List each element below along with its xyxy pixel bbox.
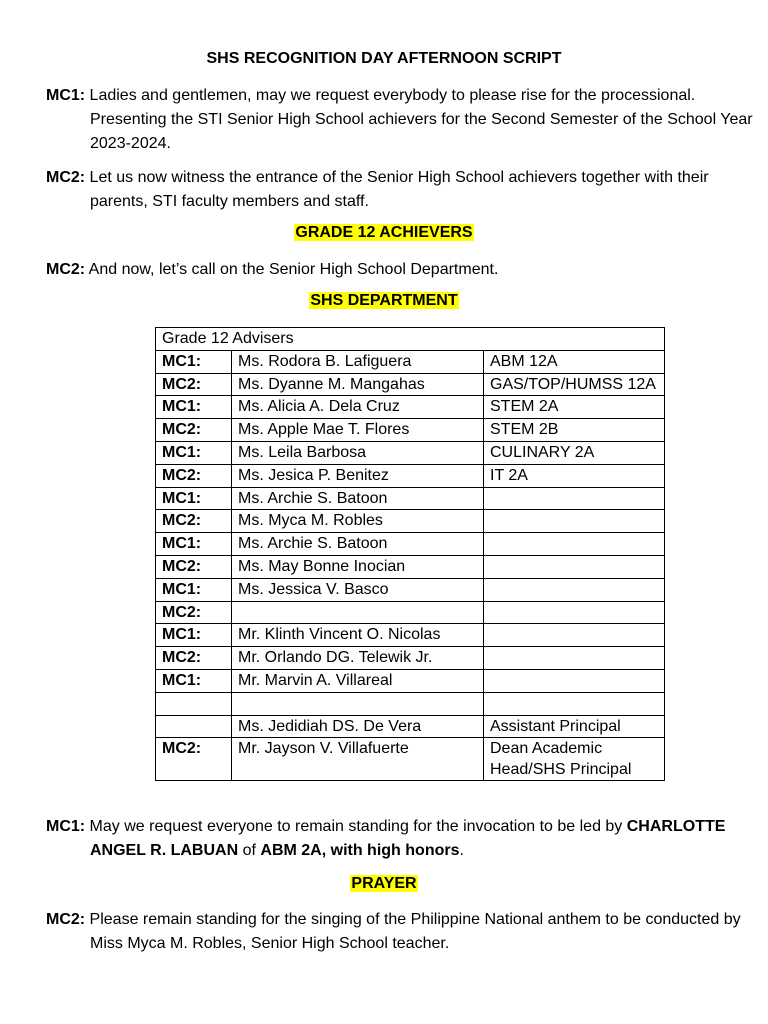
advisers-table — [155, 327, 665, 781]
section-cell — [484, 601, 665, 624]
table-header-row — [156, 328, 665, 351]
adviser-name-cell: Ms. May Bonne Inocian — [232, 555, 484, 578]
table-row — [156, 647, 665, 670]
table-row — [156, 555, 665, 578]
section-cell — [484, 533, 665, 556]
speaker-label: MC2: — [46, 169, 86, 186]
adviser-name-cell: Ms. Jessica V. Basco — [232, 578, 484, 601]
paragraph-processional — [46, 84, 768, 156]
section-cell: CULINARY 2A — [484, 441, 665, 464]
paragraph-text: Ladies and gentlemen, may we request everybody to please rise for the processional. Presenting the STI Senior High School achievers for the Second Semester of the School Year 2023-2024. — [85, 87, 753, 152]
section-cell: IT 2A — [484, 464, 665, 487]
table-row — [156, 692, 665, 715]
speaker-label: MC2: — [46, 911, 86, 928]
mc-cell: MC1: — [156, 578, 232, 601]
adviser-name-cell: Ms. Jedidiah DS. De Vera — [232, 715, 484, 738]
mc-cell: MC2: — [156, 601, 232, 624]
table-row — [156, 487, 665, 510]
heading-prayer — [0, 875, 768, 893]
mc-cell: MC2: — [156, 464, 232, 487]
mc-cell: MC2: — [156, 738, 232, 781]
table-row — [156, 464, 665, 487]
section-cell — [484, 578, 665, 601]
section-cell: STEM 2B — [484, 419, 665, 442]
mc-cell: MC2: — [156, 419, 232, 442]
table-row — [156, 510, 665, 533]
table-row — [156, 350, 665, 373]
adviser-name-cell: Mr. Marvin A. Villareal — [232, 669, 484, 692]
mc-cell — [156, 692, 232, 715]
paragraph-national-anthem — [46, 908, 768, 956]
paragraph-text: And now, let’s call on the Senior High School Department. — [85, 261, 499, 278]
section-cell: Dean Academic Head/SHS Principal — [484, 738, 665, 781]
highlighted-heading: GRADE 12 ACHIEVERS — [295, 224, 473, 241]
highlighted-heading: PRAYER — [351, 875, 417, 892]
paragraph-text: . — [459, 842, 464, 859]
section-cell — [484, 555, 665, 578]
table-header-cell: Grade 12 Advisers — [156, 328, 665, 351]
mc-cell: MC1: — [156, 624, 232, 647]
section-cell — [484, 647, 665, 670]
adviser-name-cell — [232, 692, 484, 715]
heading-shs-department — [0, 292, 768, 310]
section-cell: ABM 12A — [484, 350, 665, 373]
section-cell: GAS/TOP/HUMSS 12A — [484, 373, 665, 396]
mc-cell: MC1: — [156, 441, 232, 464]
mc-cell: MC2: — [156, 555, 232, 578]
table-row — [156, 419, 665, 442]
paragraph-text: Let us now witness the entrance of the Senior High School achievers together with their parents, STI faculty members and staff. — [85, 169, 709, 210]
document-title: SHS RECOGNITION DAY AFTERNOON SCRIPT — [206, 50, 562, 67]
mc-cell: MC1: — [156, 669, 232, 692]
adviser-name-cell — [232, 601, 484, 624]
table-row — [156, 601, 665, 624]
adviser-name-cell: Ms. Leila Barbosa — [232, 441, 484, 464]
adviser-name-cell: Ms. Rodora B. Lafiguera — [232, 350, 484, 373]
table-row — [156, 669, 665, 692]
speaker-label: MC1: — [46, 87, 86, 104]
mc-cell: MC2: — [156, 647, 232, 670]
paragraph-text: of — [238, 842, 261, 859]
table-row — [156, 715, 665, 738]
table-row — [156, 441, 665, 464]
section-cell — [484, 692, 665, 715]
adviser-name-cell: Mr. Jayson V. Villafuerte — [232, 738, 484, 781]
mc-cell: MC1: — [156, 396, 232, 419]
table-row — [156, 738, 665, 781]
mc-cell: MC1: — [156, 487, 232, 510]
highlighted-heading: SHS DEPARTMENT — [310, 292, 458, 309]
adviser-name-cell: Ms. Archie S. Batoon — [232, 487, 484, 510]
paragraph-call-department — [46, 258, 768, 282]
table-row — [156, 533, 665, 556]
section-cell: STEM 2A — [484, 396, 665, 419]
adviser-name-cell: Mr. Orlando DG. Telewik Jr. — [232, 647, 484, 670]
paragraph-invocation — [46, 815, 768, 863]
adviser-name-cell: Ms. Alicia A. Dela Cruz — [232, 396, 484, 419]
leader-section: ABM 2A, with high honors — [260, 842, 460, 859]
section-cell — [484, 487, 665, 510]
table-row — [156, 578, 665, 601]
adviser-name-cell: Ms. Jesica P. Benitez — [232, 464, 484, 487]
adviser-name-cell: Ms. Apple Mae T. Flores — [232, 419, 484, 442]
section-cell — [484, 624, 665, 647]
mc-cell: MC1: — [156, 350, 232, 373]
paragraph-entrance — [46, 166, 768, 214]
section-cell — [484, 669, 665, 692]
adviser-name-cell: Mr. Klinth Vincent O. Nicolas — [232, 624, 484, 647]
paragraph-text: Please remain standing for the singing of the Philippine National anthem to be conducted by Miss Myca M. Robles, Senior High School teacher. — [85, 911, 741, 952]
section-cell — [484, 510, 665, 533]
adviser-name-cell: Ms. Dyanne M. Mangahas — [232, 373, 484, 396]
mc-cell: MC2: — [156, 373, 232, 396]
speaker-label: MC2: — [46, 261, 86, 278]
invocation-leader: CHARLOTTE ANGEL R. LABUAN — [90, 818, 726, 859]
adviser-name-cell: Ms. Archie S. Batoon — [232, 533, 484, 556]
table-row — [156, 373, 665, 396]
mc-cell — [156, 715, 232, 738]
mc-cell: MC1: — [156, 533, 232, 556]
mc-cell: MC2: — [156, 510, 232, 533]
paragraph-text: May we request everyone to remain standing for the invocation to be led by — [85, 818, 627, 835]
speaker-label: MC1: — [46, 818, 86, 835]
section-cell: Assistant Principal — [484, 715, 665, 738]
heading-grade12-achievers — [0, 224, 768, 242]
adviser-name-cell: Ms. Myca M. Robles — [232, 510, 484, 533]
table-row — [156, 396, 665, 419]
table-row — [156, 624, 665, 647]
